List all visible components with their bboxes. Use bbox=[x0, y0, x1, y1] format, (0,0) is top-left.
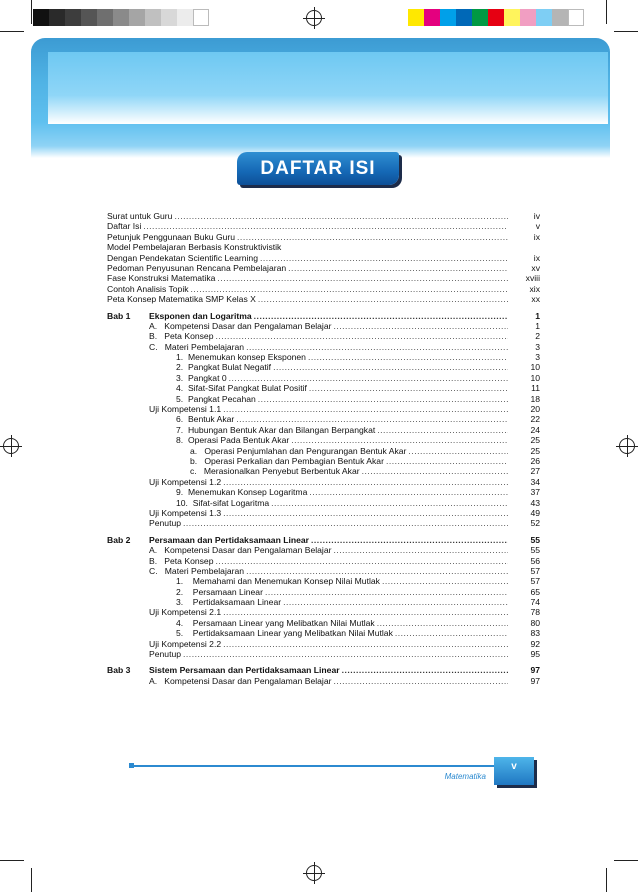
toc-page-number: 55 bbox=[530, 534, 540, 545]
toc-leader bbox=[229, 373, 508, 383]
toc-leader bbox=[308, 352, 508, 362]
toc-label: 5. Pangkat Pecahan bbox=[176, 393, 256, 404]
registration-mark-icon bbox=[306, 10, 322, 26]
toc-label: 5. Pertidaksamaan Linear yang Melibatkan Nilai Mutlak bbox=[176, 628, 393, 639]
toc-leader bbox=[223, 508, 508, 518]
toc-label: 10. Sifat-sifat Logaritma bbox=[176, 497, 270, 508]
toc-page-number: iv bbox=[533, 211, 540, 221]
toc-page-number: 24 bbox=[530, 424, 540, 435]
toc-label: a. Operasi Penjumlahan dan Pengurangan Bentuk Akar bbox=[190, 445, 407, 456]
toc-page-number: 1 bbox=[535, 310, 540, 321]
toc-label: Surat untuk Guru bbox=[107, 211, 173, 221]
toc-page-number: 2 bbox=[535, 331, 540, 342]
toc-row[interactable] bbox=[107, 639, 540, 649]
toc-row[interactable] bbox=[107, 587, 540, 597]
toc-leader bbox=[377, 425, 508, 435]
toc-leader bbox=[216, 331, 509, 341]
toc-chapter-row[interactable] bbox=[107, 665, 540, 675]
toc-leader bbox=[258, 394, 508, 404]
toc-leader bbox=[395, 628, 508, 638]
toc-page-number: 49 bbox=[530, 507, 540, 518]
toc-leader bbox=[258, 294, 508, 304]
header-banner-inner bbox=[48, 52, 608, 124]
toc-page-number: 55 bbox=[530, 545, 540, 556]
toc-label: Uji Kompetensi 1.2 bbox=[149, 476, 222, 487]
toc-label: Daftar Isi bbox=[107, 221, 142, 232]
toc-leader bbox=[386, 456, 508, 466]
toc-leader bbox=[377, 618, 508, 628]
toc-page-number: ix bbox=[533, 231, 540, 242]
toc-page-number: 52 bbox=[530, 518, 540, 529]
toc-leader bbox=[291, 435, 508, 445]
toc-leader bbox=[223, 639, 508, 649]
toc-page-number: 10 bbox=[530, 362, 540, 373]
toc-chapter-row[interactable] bbox=[107, 535, 540, 545]
toc-label: Fase Konstruksi Matematika bbox=[107, 273, 216, 284]
toc-page-number: 97 bbox=[530, 675, 540, 686]
toc-page-number: xviii bbox=[525, 273, 540, 284]
toc-leader bbox=[333, 321, 508, 331]
toc-row[interactable] bbox=[107, 221, 540, 231]
toc-row[interactable] bbox=[107, 394, 540, 404]
toc-leader bbox=[183, 649, 508, 659]
toc-row[interactable] bbox=[107, 414, 540, 424]
toc-leader bbox=[309, 383, 508, 393]
toc-label: B. Peta Konsep bbox=[149, 331, 214, 342]
toc-label: b. Operasi Perkalian dan Pembagian Bentuk Akar bbox=[190, 455, 384, 466]
toc-leader bbox=[265, 587, 508, 597]
toc-page-number: 97 bbox=[530, 665, 540, 676]
toc-page-number: 83 bbox=[530, 628, 540, 639]
toc-label: 3. Pangkat 0 bbox=[176, 372, 227, 383]
registration-mark-icon bbox=[3, 438, 19, 454]
toc-page-number: v bbox=[535, 221, 540, 232]
toc-page-number: 57 bbox=[530, 576, 540, 587]
toc-leader bbox=[254, 311, 508, 321]
toc-leader bbox=[183, 518, 508, 528]
toc-page-number: 56 bbox=[530, 555, 540, 566]
toc-page-number: 95 bbox=[530, 649, 540, 660]
toc-leader bbox=[174, 211, 508, 221]
toc-leader bbox=[260, 253, 508, 263]
toc-page-number: 78 bbox=[530, 607, 540, 618]
toc-leader bbox=[271, 498, 508, 508]
toc-row[interactable] bbox=[107, 342, 540, 352]
toc-leader bbox=[333, 545, 508, 555]
toc-page-number: 20 bbox=[530, 404, 540, 415]
toc-row[interactable] bbox=[107, 518, 540, 528]
toc-row[interactable] bbox=[107, 556, 540, 566]
toc-leader bbox=[237, 232, 508, 242]
toc-label: C. Materi Pembelajaran bbox=[149, 565, 245, 576]
toc-row[interactable] bbox=[107, 607, 540, 617]
toc-row[interactable] bbox=[107, 628, 540, 638]
toc-page-number: 1 bbox=[535, 320, 540, 331]
toc-label: B. Peta Konsep bbox=[149, 555, 214, 566]
toc-row[interactable] bbox=[107, 566, 540, 576]
toc-row[interactable] bbox=[107, 487, 540, 497]
toc-label: 6. Bentuk Akar bbox=[176, 414, 235, 425]
toc-page-number: 10 bbox=[530, 372, 540, 383]
toc-label: C. Materi Pembelajaran bbox=[149, 341, 245, 352]
toc-leader bbox=[223, 477, 508, 487]
footer-rule bbox=[130, 765, 512, 767]
toc-row[interactable] bbox=[107, 477, 540, 487]
toc-page-number: 25 bbox=[530, 445, 540, 456]
toc-label: A. Kompetensi Dasar dan Pengalaman Belajar bbox=[149, 545, 332, 556]
toc-row[interactable] bbox=[107, 321, 540, 331]
toc-page-number: 34 bbox=[530, 476, 540, 487]
toc-row[interactable] bbox=[107, 466, 540, 476]
toc-page-number: 74 bbox=[530, 597, 540, 608]
toc-page-number: 3 bbox=[535, 341, 540, 352]
toc-page-number: 26 bbox=[530, 455, 540, 466]
toc-label: 8. Operasi Pada Bentuk Akar bbox=[176, 435, 290, 446]
table-of-contents bbox=[107, 211, 540, 686]
toc-page-number: 11 bbox=[531, 383, 540, 394]
toc-label: Petunjuk Penggunaan Buku Guru bbox=[107, 231, 236, 242]
toc-row[interactable] bbox=[107, 273, 540, 283]
toc-leader bbox=[283, 597, 508, 607]
registration-mark-icon bbox=[619, 438, 635, 454]
toc-label: 2. Persamaan Linear bbox=[176, 586, 263, 597]
toc-page-number: ix bbox=[533, 252, 540, 263]
toc-leader bbox=[216, 556, 509, 566]
toc-row[interactable] bbox=[107, 294, 540, 304]
toc-label: 1. Menemukan konsep Eksponen bbox=[176, 352, 306, 363]
toc-leader bbox=[223, 404, 508, 414]
toc-label: 3. Pertidaksamaan Linear bbox=[176, 597, 282, 608]
toc-label: 2. Pangkat Bulat Negatif bbox=[176, 362, 272, 373]
toc-row[interactable] bbox=[107, 618, 540, 628]
toc-label: Eksponen dan Logaritma bbox=[149, 310, 252, 321]
toc-leader bbox=[273, 362, 508, 372]
toc-leader bbox=[408, 446, 508, 456]
toc-row[interactable] bbox=[107, 352, 540, 362]
toc-leader bbox=[246, 566, 508, 576]
toc-label: 4. Persamaan Linear yang Melibatkan Nilai Mutlak bbox=[176, 617, 375, 628]
toc-page-number: 18 bbox=[530, 393, 540, 404]
toc-leader bbox=[143, 221, 508, 231]
toc-page-number: xv bbox=[531, 262, 540, 273]
toc-label: 4. Sifat-Sifat Pangkat Bulat Positif bbox=[176, 383, 307, 394]
toc-row[interactable] bbox=[107, 649, 540, 659]
toc-row[interactable] bbox=[107, 242, 540, 252]
toc-page-number: xix bbox=[529, 283, 540, 294]
toc-row[interactable] bbox=[107, 362, 540, 372]
toc-chapter-row[interactable] bbox=[107, 311, 540, 321]
toc-row[interactable] bbox=[107, 545, 540, 555]
toc-label: Persamaan dan Pertidaksamaan Linear bbox=[149, 534, 310, 545]
toc-leader bbox=[309, 487, 508, 497]
toc-label: Penutup bbox=[149, 518, 182, 529]
toc-page-number: 92 bbox=[530, 638, 540, 649]
toc-label: 1. Memahami dan Menemukan Konsep Nilai Mutlak bbox=[176, 576, 380, 587]
toc-row[interactable] bbox=[107, 232, 540, 242]
toc-label: Penutup bbox=[149, 649, 182, 660]
toc-label: Uji Kompetensi 1.1 bbox=[149, 404, 222, 415]
toc-leader bbox=[236, 414, 508, 424]
toc-row[interactable] bbox=[107, 456, 540, 466]
toc-label: c. Merasionalkan Penyebut Berbentuk Akar bbox=[190, 466, 360, 477]
toc-chapter-number: Bab 1 bbox=[107, 310, 131, 321]
toc-label: Peta Konsep Matematika SMP Kelas X bbox=[107, 294, 256, 305]
toc-label: Contoh Analisis Topik bbox=[107, 283, 189, 294]
registration-mark-icon bbox=[306, 865, 322, 881]
toc-page-number: 25 bbox=[530, 435, 540, 446]
toc-leader bbox=[333, 676, 508, 686]
toc-page-number: 27 bbox=[530, 466, 540, 477]
toc-label: Uji Kompetensi 2.1 bbox=[149, 607, 222, 618]
toc-row[interactable] bbox=[107, 446, 540, 456]
toc-row[interactable] bbox=[107, 676, 540, 686]
footer-subject: Matematika bbox=[444, 772, 486, 781]
page-title: DAFTAR ISI bbox=[237, 152, 399, 185]
toc-label: Uji Kompetensi 2.2 bbox=[149, 638, 222, 649]
toc-row[interactable] bbox=[107, 263, 540, 273]
toc-row[interactable] bbox=[107, 211, 540, 221]
toc-leader bbox=[342, 665, 508, 675]
toc-leader bbox=[288, 263, 508, 273]
toc-label: A. Kompetensi Dasar dan Pengalaman Belajar bbox=[149, 675, 332, 686]
toc-label: Dengan Pendekatan Scientific Learning bbox=[107, 252, 258, 263]
toc-row[interactable] bbox=[107, 404, 540, 414]
toc-leader bbox=[223, 607, 508, 617]
toc-row[interactable] bbox=[107, 373, 540, 383]
toc-row[interactable] bbox=[107, 284, 540, 294]
toc-row[interactable] bbox=[107, 435, 540, 445]
toc-label: Sistem Persamaan dan Pertidaksamaan Linear bbox=[149, 665, 340, 676]
toc-chapter-number: Bab 3 bbox=[107, 665, 131, 676]
toc-row[interactable] bbox=[107, 425, 540, 435]
toc-row[interactable] bbox=[107, 331, 540, 341]
toc-label: Uji Kompetensi 1.3 bbox=[149, 507, 222, 518]
page-number: v bbox=[494, 757, 534, 785]
toc-row[interactable] bbox=[107, 253, 540, 263]
toc-page-number: 37 bbox=[530, 487, 540, 498]
toc-label: 7. Hubungan Bentuk Akar dan Bilangan Berpangkat bbox=[176, 424, 376, 435]
toc-label: Pedoman Penyusunan Rencana Pembelajaran bbox=[107, 262, 287, 273]
toc-leader bbox=[311, 535, 508, 545]
toc-leader bbox=[382, 576, 508, 586]
toc-chapter-number: Bab 2 bbox=[107, 534, 131, 545]
toc-page-number: 22 bbox=[530, 414, 540, 425]
toc-page-number: 80 bbox=[530, 617, 540, 628]
toc-page-number: 57 bbox=[530, 565, 540, 576]
toc-page-number: 43 bbox=[530, 497, 540, 508]
toc-label: A. Kompetensi Dasar dan Pengalaman Belajar bbox=[149, 320, 332, 331]
toc-label: Model Pembelajaran Berbasis Konstruktivistik bbox=[107, 242, 282, 253]
toc-leader bbox=[246, 342, 508, 352]
toc-row[interactable] bbox=[107, 597, 540, 607]
toc-leader bbox=[362, 466, 508, 476]
toc-row[interactable] bbox=[107, 508, 540, 518]
toc-row[interactable] bbox=[107, 383, 540, 393]
toc-page-number: xx bbox=[531, 294, 540, 305]
toc-leader bbox=[191, 284, 508, 294]
toc-row[interactable] bbox=[107, 576, 540, 586]
toc-page-number: 65 bbox=[530, 586, 540, 597]
toc-row[interactable] bbox=[107, 498, 540, 508]
toc-leader bbox=[217, 273, 508, 283]
toc-page-number: 3 bbox=[535, 352, 540, 363]
toc-label: 9. Menemukan Konsep Logaritma bbox=[176, 487, 308, 498]
